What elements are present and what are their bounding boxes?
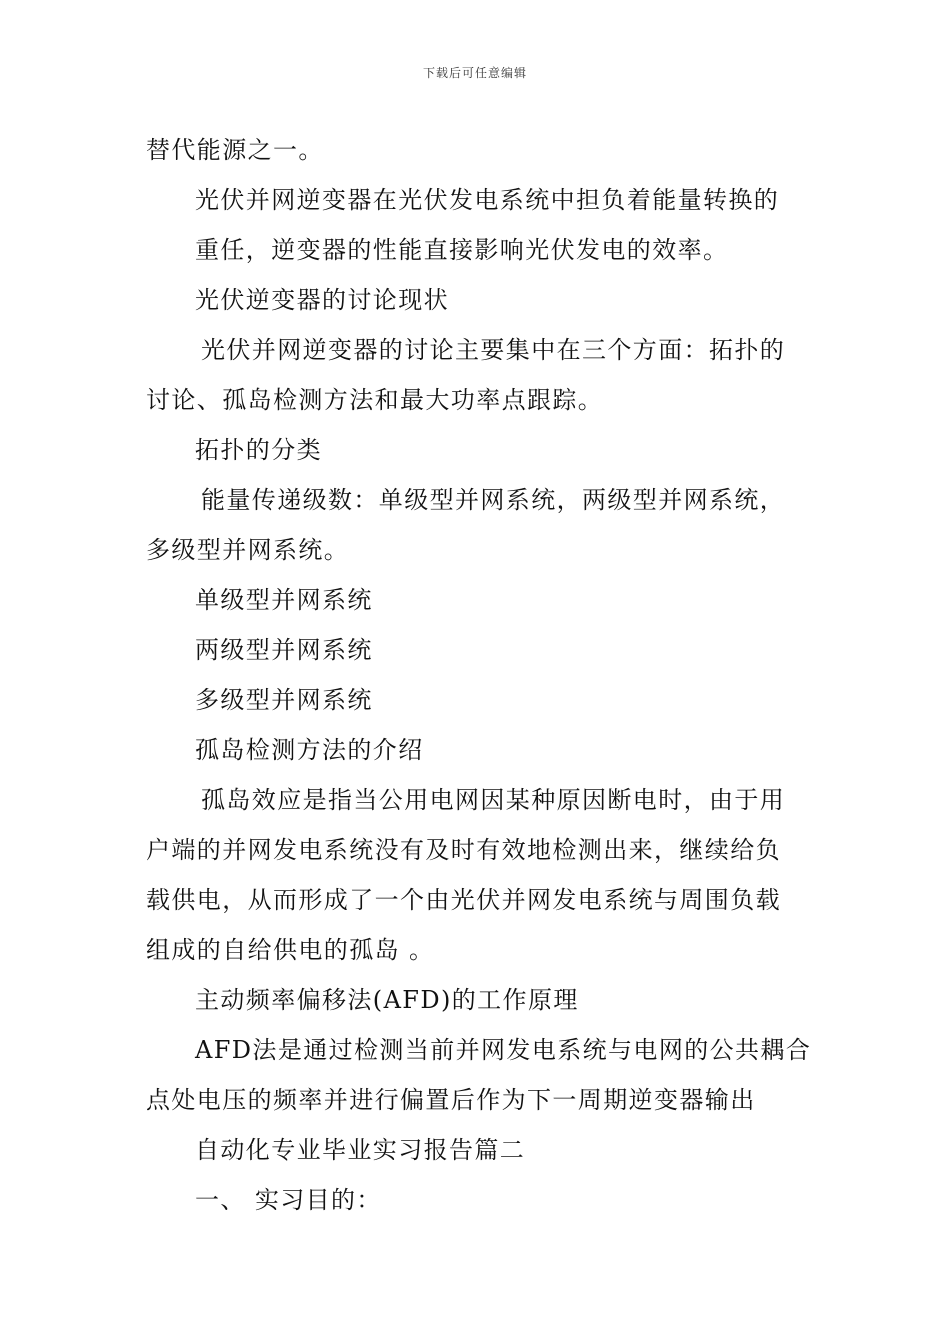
section-heading: 主动频率偏移法(AFD)的工作原理 [195,986,579,1014]
text-line: 户端的并网发电系统没有及时有效地检测出来，继续给负 [146,836,781,864]
text-line: 光伏并网逆变器在光伏发电系统中担负着能量转换的 [195,186,780,214]
page-header-note: 下载后可任意编辑 [422,66,527,80]
section-heading: 孤岛检测方法的介绍 [195,736,424,764]
text-line: 多级型并网系统。 [146,536,350,564]
section-heading: 拓扑的分类 [195,436,322,464]
text-line: AFD法是通过检测当前并网发电系统与电网的公共耦合 [195,1036,812,1064]
section-heading: 一、 实习目的： [195,1186,382,1214]
text-line: 替代能源之一。 [146,136,324,164]
text-line: 讨论、孤岛检测方法和最大功率点跟踪。 [146,386,604,414]
section-heading: 光伏逆变器的讨论现状 [195,286,449,314]
text-line: 重任，逆变器的性能直接影响光伏发电的效率。 [195,236,729,264]
text-line: 孤岛效应是指当公用电网因某种原因断电时，由于用 [201,786,786,814]
text-line: 光伏并网逆变器的讨论主要集中在三个方面：拓扑的 [201,336,786,364]
text-line: 点处电压的频率并进行偏置后作为下一周期逆变器输出 [146,1086,756,1114]
list-item: 单级型并网系统 [195,586,373,614]
section-heading: 自动化专业毕业实习报告篇二 [195,1136,526,1164]
list-item: 多级型并网系统 [195,686,373,714]
text-line: 组成的自给供电的孤岛 。 [146,936,435,964]
text-line: 载供电，从而形成了一个由光伏并网发电系统与周围负载 [146,886,781,914]
list-item: 两级型并网系统 [195,636,373,664]
text-line: 能量传递级数：单级型并网系统，两级型并网系统， [201,486,786,514]
